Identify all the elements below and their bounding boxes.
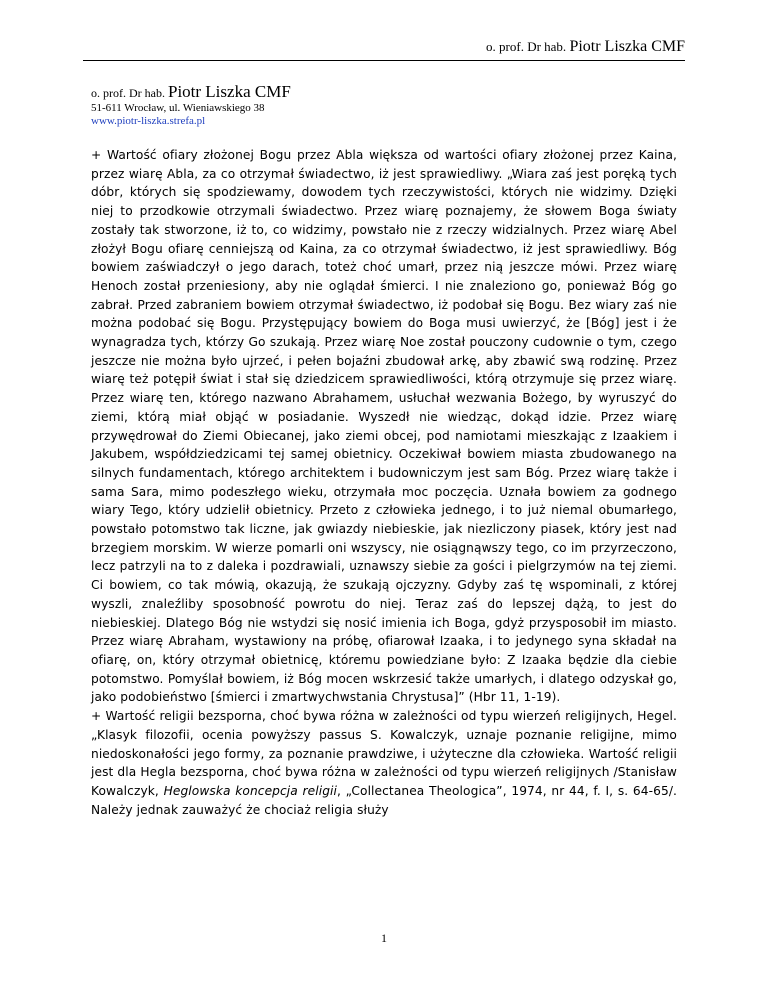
author-address: 51-611 Wrocław, ul. Wieniawskiego 38 [91, 102, 265, 114]
running-header [486, 38, 685, 56]
author-block [91, 83, 291, 128]
body-text [91, 146, 677, 819]
author-name: Piotr Liszka CMF [167, 82, 291, 101]
paragraph-2-book-title: Heglowska koncepcja religii [163, 783, 338, 798]
paragraph-2-text-b: , „Collectanea Theologica”, 1974, nr 44, f. I, s. 64-65/. Należy jednak zauważyć że chociaż religia służy [91, 783, 677, 817]
author-line [91, 83, 291, 102]
paragraph-2-text-a: + Wartość religii bezsporna, choć bywa różna w zależności od typu wierzeń religijnych, Hegel. „Klasyk filozofii, ocenia powyższy passus S. Kowalczyk, uznaje poznanie religijne, mimo niedoskonałości jego formy, za poznanie prawdziwe, i użyteczne dla człowieka. Wartość religii jest dla Hegla bezsporna, choć bywa różna w zależności od typu wierzeń religijnych /Stanisław Kowalczyk, [91, 709, 677, 798]
paragraph-2 [91, 707, 677, 819]
running-header-name: Piotr Liszka CMF [569, 38, 685, 55]
paragraph-1: + Wartość ofiary złożonej Bogu przez Abla większa od wartości ofiary złożonej przez Kaina, przez wiarę Abla, za co otrzymał świadectwo, iż jest sprawiedliwy. „Wiara zaś jest poręką tych dóbr, których się spodziewamy, dowodem tych rzeczywistości, których nie widzimy. Dzięki niej to przodkowie otrzymali świadectwo. Przez wiarę poznajemy, że słowem Boga światy zostały tak stworzone, iż to, co widzimy, powstało nie z rzeczy widzialnych. Przez wiarę Abel złożył Bogu ofiarę cenniejszą od Kaina, za co otrzymał świadectwo, iż jest sprawiedliwy. Bóg bowiem zaświadczył o jego darach, toteż choć umarł, przez nią jeszcze mówi. Przez wiarę Henoch został przeniesiony, aby nie oglądał śmierci. I nie znaleziono go, ponieważ Bóg go zabrał. Przed zabraniem bowiem otrzymał świadectwo, iż podobał się Bogu. Bez wiary zaś nie można podobać się Bogu. Przystępujący bowiem do Boga musi uwierzyć, że [Bóg] jest i że wynagradza tych, którzy Go szukają. Przez wiarę Noe został pouczony cudownie o tym, czego jeszcze nie można było ujrzeć, i pełen bojaźni zbudował arkę, aby zbawić swą rodzinę. Przez wiarę też potępił świat i stał się dziedzicem sprawiedliwości, którą otrzymuje się przez wiarę. Przez wiarę ten, którego nazwano Abrahamem, usłuchał wezwania Bożego, by wyruszyć do ziemi, którą miał objąć w posiadanie. Wyszedł nie wiedząc, dokąd idzie. Przez wiarę przywędrował do Ziemi Obiecanej, jako ziemi obcej, pod namiotami mieszkając z Izaakiem i Jakubem, współdziedzicami tej samej obietnicy. Oczekiwał bowiem miasta zbudowanego na silnych fundamentach, którego architektem i budowniczym jest sam Bóg. Przez wiarę także i sama Sara, mimo podeszłego wieku, otrzymała moc poczęcia. Uznała bowiem za godnego wiary Tego, który udzielił obietnicy. Przeto z człowieka jednego, i to już niemal obumarłego, powstało potomstwo tak liczne, jak gwiazdy niebieskie, jak niezliczony piasek, który jest nad brzegiem morskim. W wierze pomarli oni wszyscy, nie osiągnąwszy tego, co im przyrzeczono, lecz patrzyli na to z daleka i pozdrawiali, uznawszy siebie za gości i pielgrzymów na tej ziemi. Ci bowiem, co tak mówią, okazują, że szukają ojczyzny. Gdyby zaś tę wspominali, z której wyszli, znaleźliby sposobność powrotu do niej. Teraz zaś do lepszej dążą, to jest do niebieskiej. Dlatego Bóg nie wstydzi się nosić imienia ich Boga, gdyż przysposobił im miasto. Przez wiarę Abraham, wystawiony na próbę, ofiarował Izaaka, i to jedynego syna składał na ofiarę, on, który otrzymał obietnicę, któremu powiedziane było: Z Izaaka będzie dla ciebie potomstwo. Pomyślał bowiem, iż Bóg mocen wskrzesić także umarłych, i dlatego odzyskał go, jako podobieństwo [śmierci i zmartwychwstania Chrystusa]” (Hbr 11, 1-19). [91, 148, 677, 705]
header-rule [83, 60, 685, 61]
page-number: 1 [381, 931, 387, 945]
author-prefix: o. prof. Dr hab. [91, 86, 165, 100]
author-website-link[interactable]: www.piotr-liszka.strefa.pl [91, 115, 206, 127]
running-header-prefix: o. prof. Dr hab. [486, 39, 567, 54]
